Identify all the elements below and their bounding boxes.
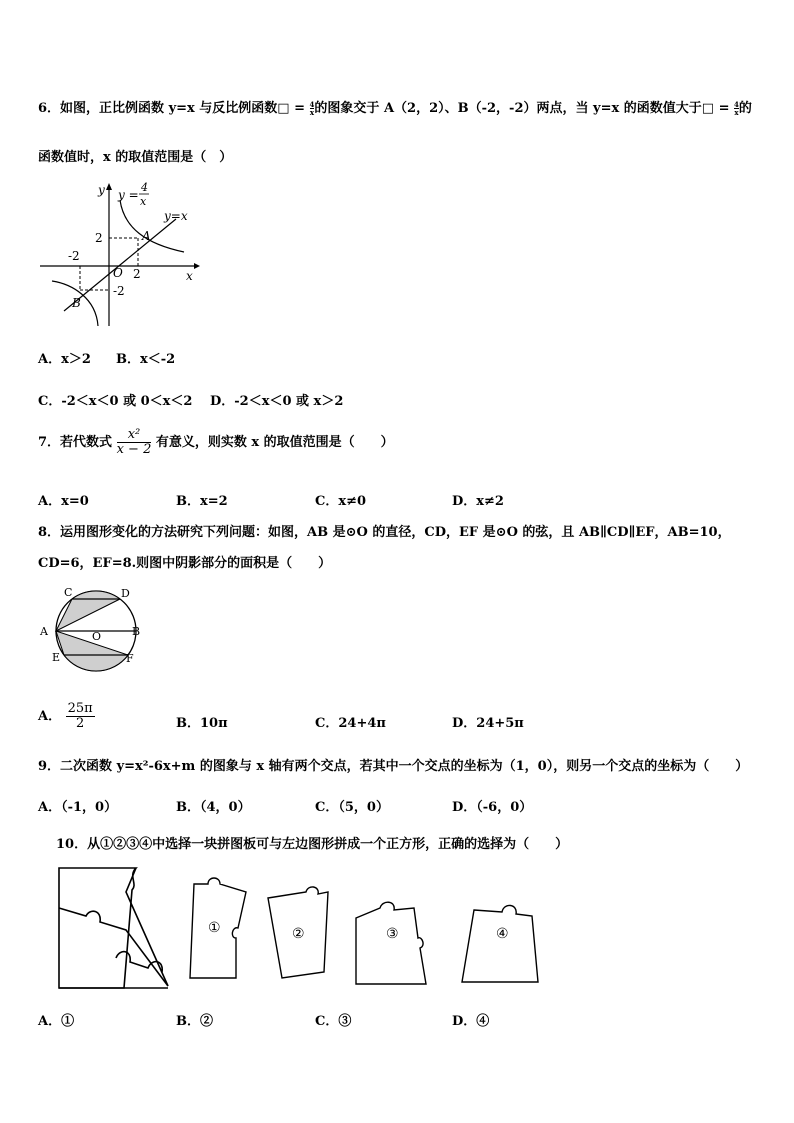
q6-option-c[interactable]: C．-2＜x＜0 或 0＜x＜2 (38, 394, 193, 409)
svg-text:D: D (121, 587, 130, 600)
svg-text:B: B (132, 625, 141, 638)
q8-option-a[interactable]: A． $\frac{25\pi}{2}$ (38, 701, 93, 731)
q7-fraction: $\frac{\text{x²}}{x - 2}$ (116, 427, 152, 457)
svg-text:E: E (52, 651, 61, 664)
piece-2-label: ② (292, 926, 305, 942)
q10-left-figure (59, 868, 168, 988)
q9-option-b[interactable]: B．（4，0） (176, 800, 251, 815)
q6-function-graph (36, 180, 201, 330)
q9-option-d[interactable]: D．（-6，0） (452, 800, 533, 815)
q6-line2: 函数值时，x 的取值范围是（ ） (38, 150, 233, 165)
q6-line1: 6．如图，正比例函数 y=x 与反比例函数□ = $\frac{4}{x}$的图象交于 A（2，2）、B（-2，-2）两点，当 y=x 的函数值大于□ = $\frac{4}{x}$的 (38, 100, 752, 117)
q10-option-b[interactable]: B．② (176, 1014, 213, 1029)
q9-option-a[interactable]: A．（-1，0） (38, 800, 118, 815)
q8-line2: CD=6，EF=8.则图中阴影部分的面积是（ ） (38, 556, 332, 571)
svg-text:2: 2 (95, 231, 103, 245)
q7-option-a[interactable]: A．x=0 (38, 494, 89, 509)
piece-4-label: ④ (496, 926, 509, 942)
q7-option-c[interactable]: C．x≠0 (315, 494, 367, 509)
line-label: y=x (164, 209, 188, 223)
svg-text:4: 4 (141, 181, 148, 194)
svg-text:-2: -2 (68, 249, 80, 263)
svg-text:y =: y = (118, 188, 139, 202)
q10-piece-3 (356, 902, 426, 984)
q8-option-d[interactable]: D．24+5π (452, 716, 524, 731)
q8-option-c[interactable]: C．24+4π (315, 716, 386, 731)
q10-line: 10．从①②③④中选择一块拼图板可与左边图形拼成一个正方形，正确的选择为（ ） (56, 837, 569, 852)
piece-1-label: ① (208, 920, 221, 936)
svg-text:-2: -2 (113, 284, 125, 298)
q8-line1: 8．运用图形变化的方法研究下列问题：如图，AB 是⊙O 的直径，CD，EF 是⊙O 的弦，且 AB∥CD∥EF，AB=10， (38, 525, 731, 540)
q10-puzzle-figure (56, 862, 546, 997)
svg-text:C: C (64, 586, 73, 599)
svg-text:O: O (113, 266, 123, 280)
q7-line: 7．若代数式 $\frac{\text{x²}}{x - 2}$ 有意义，则实数 x 的取值范围是（ ） (38, 427, 394, 457)
svg-text:A: A (40, 625, 48, 638)
point-a-label: A (142, 229, 151, 243)
svg-text:2: 2 (133, 267, 141, 281)
q10-option-c[interactable]: C．③ (315, 1014, 352, 1029)
svg-text:O: O (92, 630, 102, 643)
q6-option-d[interactable]: D．-2＜x＜0 或 x＞2 (210, 394, 344, 409)
piece-3-label: ③ (386, 926, 399, 942)
hyperbola-branch-1 (120, 200, 184, 252)
q9-line: 9．二次函数 y=x²-6x+m 的图象与 x 轴有两个交点，若其中一个交点的坐标为（1，0），则另一个交点的坐标为（ ） (38, 759, 749, 774)
q8-option-b[interactable]: B．10π (176, 716, 228, 731)
q7-option-d[interactable]: D．x≠2 (452, 494, 504, 509)
q6-option-b[interactable]: B．x＜-2 (116, 352, 176, 367)
svg-text:F: F (126, 652, 134, 665)
point-b-label: B (72, 296, 81, 310)
y-axis-label: y (98, 183, 105, 197)
q10-piece-4 (462, 905, 538, 982)
q6-option-a[interactable]: A．x＞2 (38, 352, 91, 367)
q9-option-c[interactable]: C．（5，0） (315, 800, 389, 815)
q10-option-d[interactable]: D．④ (452, 1014, 490, 1029)
q7-option-b[interactable]: B．x=2 (176, 494, 228, 509)
svg-text:x: x (140, 195, 147, 208)
q10-option-a[interactable]: A．① (38, 1014, 75, 1029)
q8-circle-figure (36, 586, 146, 676)
x-axis-label: x (186, 269, 193, 283)
